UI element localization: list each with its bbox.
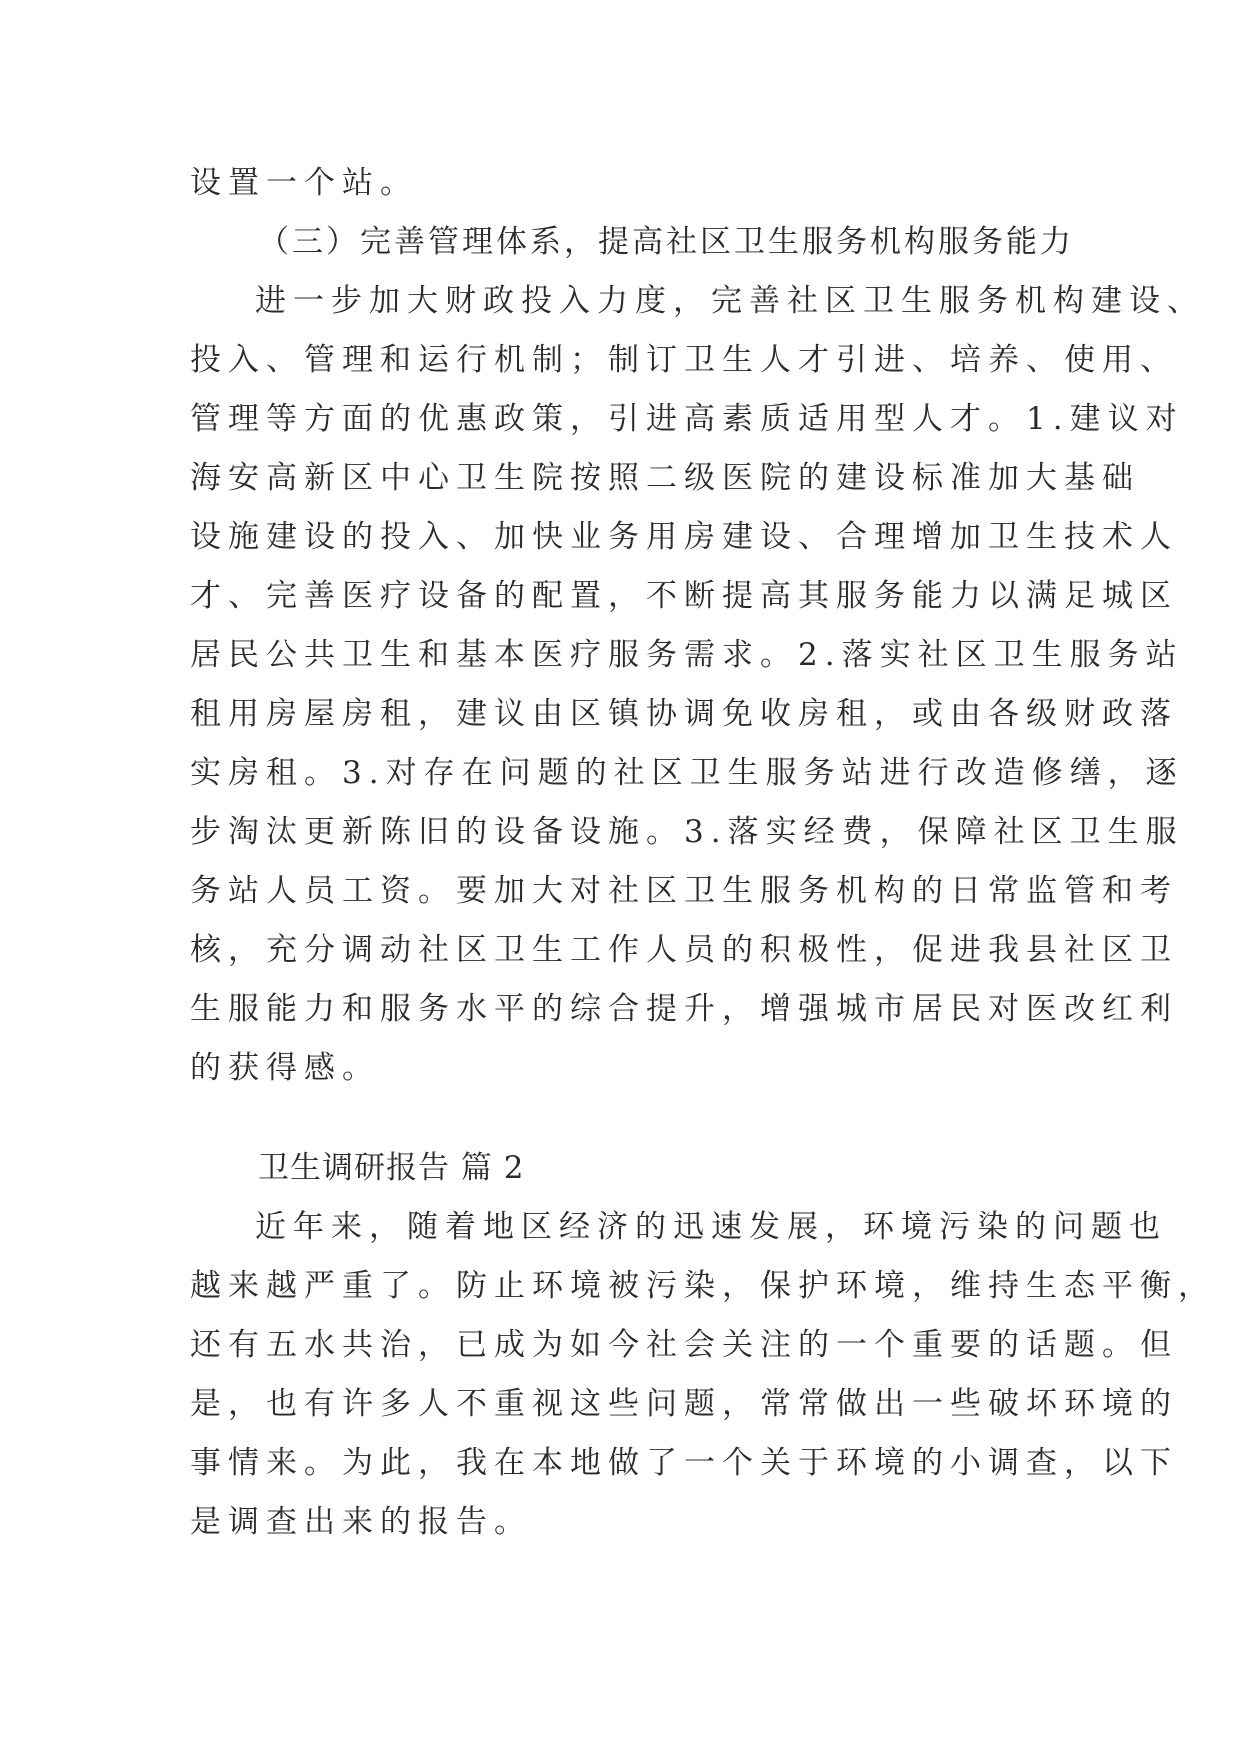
section-heading: 卫生调研报告 篇 2 — [258, 1150, 525, 1186]
text-line: 事情来。为此，我在本地做了一个关于环境的小调查，以下 — [190, 1445, 1178, 1481]
paragraph-first-line: 近年来，随着地区经济的迅速发展，环境污染的问题也 — [255, 1209, 1167, 1245]
text-line: 实房租。3.对存在问题的社区卫生服务站进行改造修缮，逐 — [190, 755, 1184, 791]
text-line: 的获得感。 — [190, 1050, 380, 1086]
text-line: 管理等方面的优惠政策，引进高素质适用型人才。1.建议对 — [190, 401, 1184, 437]
text-line: 务站人员工资。要加大对社区卫生服务机构的日常监管和考 — [190, 873, 1178, 909]
text-line: 是调查出来的报告。 — [190, 1504, 532, 1540]
text-line: 越来越严重了。防止环境被污染，保护环境，维持生态平衡， — [190, 1268, 1216, 1304]
text-line: 核，充分调动社区卫生工作人员的积极性，促进我县社区卫 — [190, 932, 1178, 968]
text-line: 设置一个站。 — [190, 165, 418, 201]
section-subheading: （三）完善管理体系，提高社区卫生服务机构服务能力 — [258, 224, 1074, 260]
text-line: 海安高新区中心卫生院按照二级医院的建设标准加大基础 — [190, 460, 1140, 496]
text-line: 才、完善医疗设备的配置，不断提高其服务能力以满足城区 — [190, 578, 1178, 614]
text-line: 居民公共卫生和基本医疗服务需求。2.落实社区卫生服务站 — [190, 637, 1184, 673]
text-line: 租用房屋房租，建议由区镇协调免收房租，或由各级财政落 — [190, 696, 1178, 732]
paragraph-first-line: 进一步加大财政投入力度，完善社区卫生服务机构建设、 — [255, 283, 1205, 319]
text-line: 还有五水共治，已成为如今社会关注的一个重要的话题。但 — [190, 1327, 1178, 1363]
text-line: 步淘汰更新陈旧的设备设施。3.落实经费，保障社区卫生服 — [190, 814, 1184, 850]
text-line: 设施建设的投入、加快业务用房建设、合理增加卫生技术人 — [190, 519, 1178, 555]
text-line: 投入、管理和运行机制；制订卫生人才引进、培养、使用、 — [190, 342, 1178, 378]
text-line: 生服能力和服务水平的综合提升，增强城市居民对医改红利 — [190, 991, 1178, 1027]
text-line: 是，也有许多人不重视这些问题，常常做出一些破坏环境的 — [190, 1386, 1178, 1422]
